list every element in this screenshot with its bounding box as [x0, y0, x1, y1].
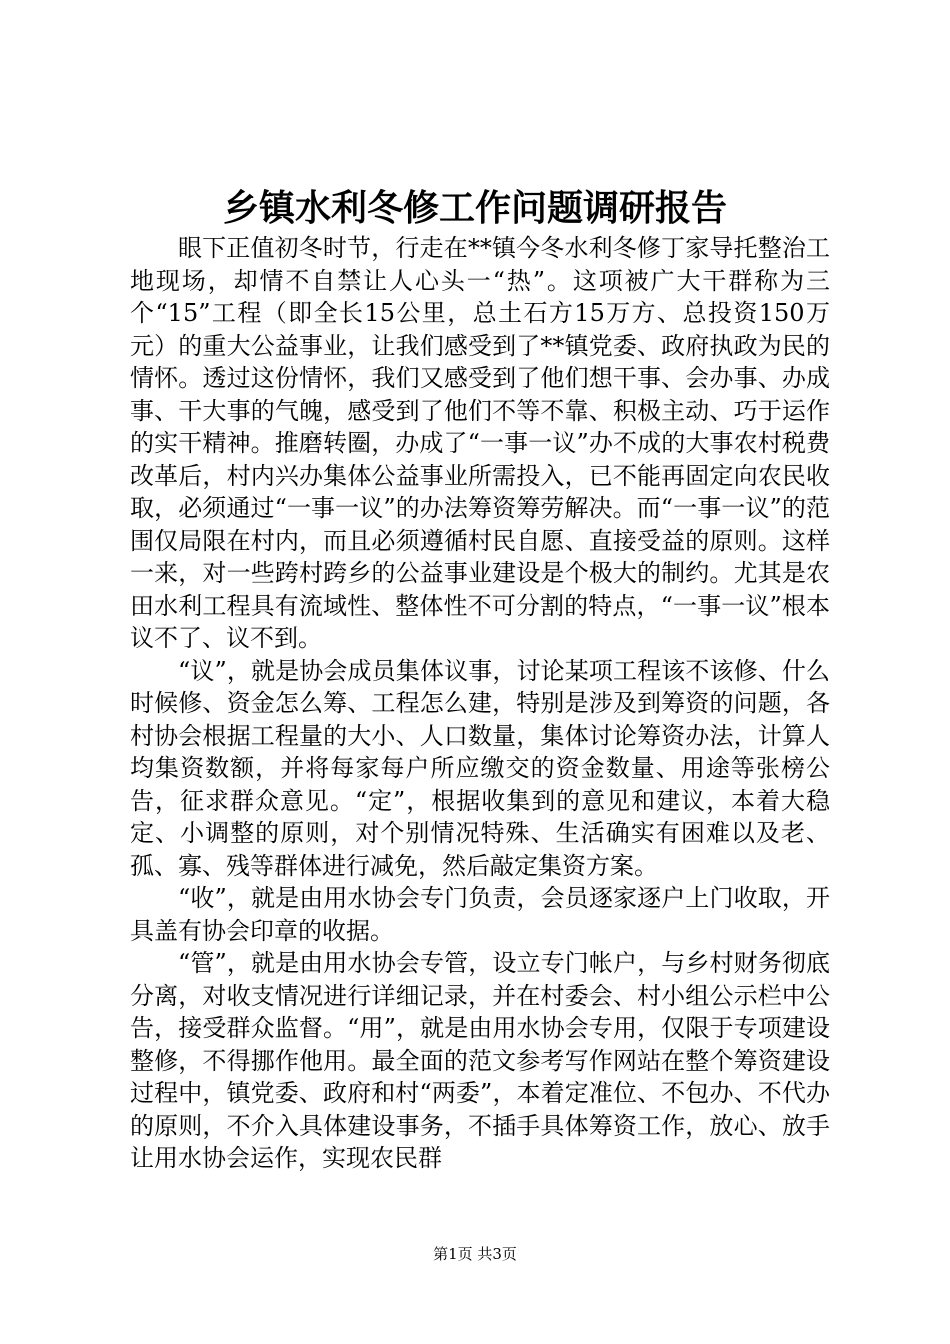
document-title: 乡镇水利冬修工作问题调研报告: [222, 187, 727, 229]
document-body: [130, 232, 830, 1175]
page-footer: 第1页 共3页: [433, 1245, 517, 1263]
paragraph: “议”，就是协会成员集体议事，讨论某项工程该不该修、什么时候修、资金怎么筹、工程怎么建，特别是涉及到筹资的问题，各村协会根据工程量的大小、人口数量，集体讨论筹资办法，计算人均集资数额，并将每家每户所应缴交的资金数量、用途等张榜公告，征求群众意见。“定”，根据收集到的意见和建议，本着大稳定、小调整的原则，对个别情况特殊、生活确实有困难以及老、孤、寡、残等群体进行减免，然后敲定集资方案。: [130, 656, 830, 880]
paragraph: “管”，就是由用水协会专管，设立专门帐户，与乡村财务彻底分离，对收支情况进行详细记录，并在村委会、村小组公示栏中公告，接受群众监督。“用”，就是由用水协会专用，仅限于专项建设整修，不得挪作他用。最全面的范文参考写作网站在整个筹资建设过程中，镇党委、政府和村“两委”，本着定准位、不包办、不代办的原则，不介入具体建设事务，不插手具体筹资工作，放心、放手让用水协会运作，实现农民群: [130, 949, 830, 1172]
paragraph: “收”，就是由用水协会专门负责，会员逐家逐户上门收取，开具盖有协会印章的收据。: [130, 884, 830, 945]
paragraph: 眼下正值初冬时节，行走在**镇今冬水利冬修丁家导托整治工地现场，却情不自禁让人心头一“热”。这项被广大干群称为三个“15”工程（即全长15公里，总土石方15万方、总投资150万元）的重大公益事业，让我们感受到了**镇党委、政府执政为民的情怀。透过这份情怀，我们又感受到了他们想干事、会办事、办成事、干大事的气魄，感受到了他们不等不靠、积极主动、巧于运作的实干精神。推磨转圈，办成了“一事一议”办不成的大事农村税费改革后，村内兴办集体公益事业所需投入，已不能再固定向农民收取，必须通过“一事一议”的办法筹资筹劳解决。而“一事一议”的范围仅局限在村内，而且必须遵循村民自愿、直接受益的原则。这样一来，对一些跨村跨乡的公益事业建设是个极大的制约。尤其是农田水利工程具有流域性、整体性不可分割的特点，“一事一议”根本议不了、议不到。: [130, 234, 830, 652]
